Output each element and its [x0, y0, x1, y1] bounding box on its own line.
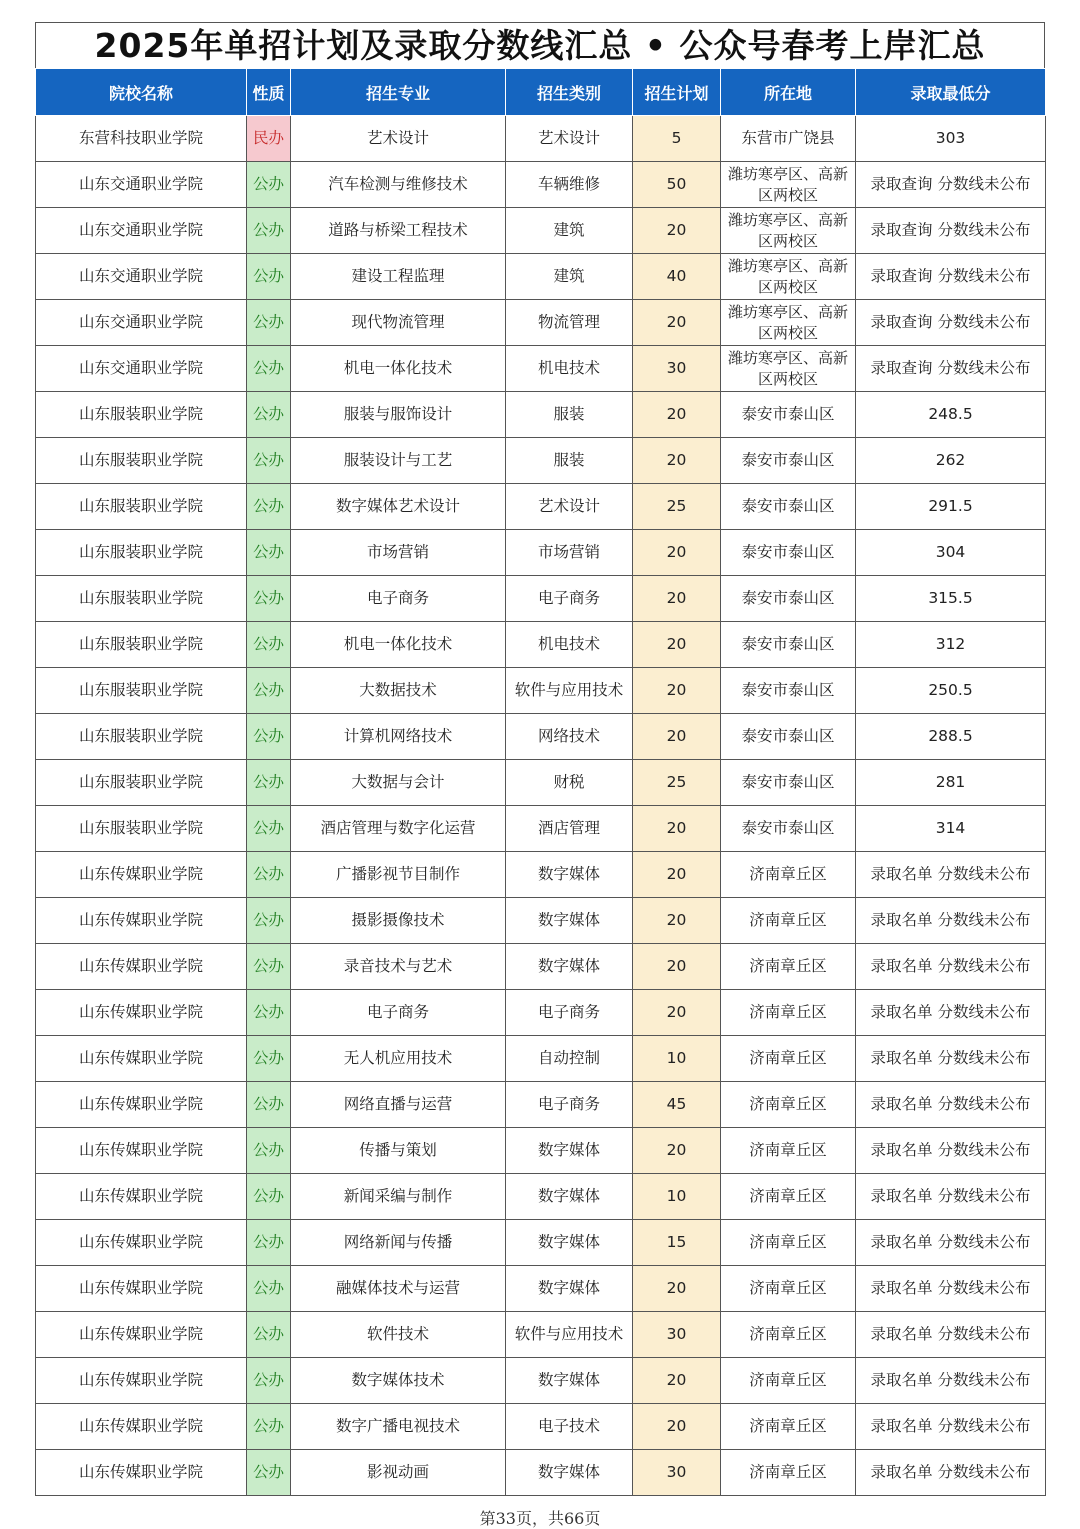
cell-location: 泰安市泰山区: [721, 484, 856, 530]
admission-table: [35, 68, 1046, 1496]
cell-min-score: 录取名单 分数线未公布: [856, 898, 1046, 944]
cell-nature: 公办: [247, 254, 291, 300]
cell-major: 大数据技术: [291, 668, 506, 714]
cell-min-score: 录取名单 分数线未公布: [856, 1266, 1046, 1312]
table-row: [36, 162, 1046, 208]
cell-school-name: 山东传媒职业学院: [36, 1128, 247, 1174]
cell-plan: 20: [633, 392, 721, 438]
cell-min-score: 304: [856, 530, 1046, 576]
cell-plan: 10: [633, 1036, 721, 1082]
cell-plan: 25: [633, 760, 721, 806]
cell-min-score: 315.5: [856, 576, 1046, 622]
cell-min-score: 314: [856, 806, 1046, 852]
table-row: [36, 208, 1046, 254]
cell-nature: 公办: [247, 1220, 291, 1266]
cell-nature: 公办: [247, 760, 291, 806]
cell-plan: 20: [633, 1266, 721, 1312]
cell-location: 济南章丘区: [721, 852, 856, 898]
cell-category: 物流管理: [506, 300, 633, 346]
cell-category: 数字媒体: [506, 1220, 633, 1266]
cell-plan: 20: [633, 1404, 721, 1450]
cell-min-score: 281: [856, 760, 1046, 806]
admission-sheet: [35, 22, 1045, 1496]
header-plan: 招生计划: [633, 69, 721, 116]
page-title: 2025年单招计划及录取分数线汇总 • 公众号春考上岸汇总: [35, 22, 1045, 68]
cell-location: 济南章丘区: [721, 1266, 856, 1312]
cell-nature: 公办: [247, 484, 291, 530]
cell-category: 酒店管理: [506, 806, 633, 852]
cell-major: 机电一体化技术: [291, 622, 506, 668]
cell-min-score: 录取名单 分数线未公布: [856, 1036, 1046, 1082]
cell-school-name: 山东服装职业学院: [36, 530, 247, 576]
cell-plan: 20: [633, 300, 721, 346]
cell-category: 机电技术: [506, 622, 633, 668]
table-row: [36, 806, 1046, 852]
table-row: [36, 760, 1046, 806]
table-row: [36, 1358, 1046, 1404]
cell-school-name: 山东传媒职业学院: [36, 1266, 247, 1312]
table-header-row: [36, 69, 1046, 116]
cell-min-score: 248.5: [856, 392, 1046, 438]
cell-major: 酒店管理与数字化运营: [291, 806, 506, 852]
cell-min-score: 291.5: [856, 484, 1046, 530]
cell-major: 道路与桥梁工程技术: [291, 208, 506, 254]
cell-nature: 公办: [247, 1128, 291, 1174]
cell-nature: 公办: [247, 208, 291, 254]
cell-min-score: 录取名单 分数线未公布: [856, 1358, 1046, 1404]
cell-school-name: 山东传媒职业学院: [36, 1358, 247, 1404]
cell-min-score: 录取名单 分数线未公布: [856, 852, 1046, 898]
cell-category: 机电技术: [506, 346, 633, 392]
cell-major: 融媒体技术与运营: [291, 1266, 506, 1312]
header-major: 招生专业: [291, 69, 506, 116]
cell-min-score: 303: [856, 116, 1046, 162]
cell-location: 济南章丘区: [721, 1082, 856, 1128]
table-row: [36, 1312, 1046, 1358]
cell-major: 摄影摄像技术: [291, 898, 506, 944]
cell-school-name: 山东传媒职业学院: [36, 1082, 247, 1128]
cell-location: 潍坊寒亭区、高新区两校区: [721, 300, 856, 346]
table-row: [36, 530, 1046, 576]
cell-min-score: 录取名单 分数线未公布: [856, 1450, 1046, 1496]
table-row: [36, 1128, 1046, 1174]
cell-major: 艺术设计: [291, 116, 506, 162]
table-row: [36, 1082, 1046, 1128]
cell-school-name: 山东交通职业学院: [36, 208, 247, 254]
cell-plan: 30: [633, 1312, 721, 1358]
cell-major: 数字媒体技术: [291, 1358, 506, 1404]
cell-nature: 公办: [247, 714, 291, 760]
cell-category: 软件与应用技术: [506, 668, 633, 714]
table-row: [36, 576, 1046, 622]
cell-location: 潍坊寒亭区、高新区两校区: [721, 254, 856, 300]
cell-location: 济南章丘区: [721, 990, 856, 1036]
table-row: [36, 622, 1046, 668]
cell-nature: 公办: [247, 530, 291, 576]
cell-min-score: 250.5: [856, 668, 1046, 714]
cell-school-name: 山东传媒职业学院: [36, 898, 247, 944]
cell-school-name: 山东传媒职业学院: [36, 1312, 247, 1358]
cell-category: 数字媒体: [506, 1174, 633, 1220]
cell-nature: 公办: [247, 898, 291, 944]
cell-major: 数字媒体艺术设计: [291, 484, 506, 530]
table-row: [36, 1404, 1046, 1450]
cell-location: 泰安市泰山区: [721, 668, 856, 714]
cell-category: 艺术设计: [506, 484, 633, 530]
cell-nature: 公办: [247, 392, 291, 438]
cell-nature: 公办: [247, 990, 291, 1036]
cell-school-name: 山东服装职业学院: [36, 484, 247, 530]
cell-location: 济南章丘区: [721, 1450, 856, 1496]
cell-min-score: 录取名单 分数线未公布: [856, 1174, 1046, 1220]
cell-school-name: 山东传媒职业学院: [36, 990, 247, 1036]
cell-category: 服装: [506, 392, 633, 438]
cell-category: 网络技术: [506, 714, 633, 760]
cell-location: 济南章丘区: [721, 1312, 856, 1358]
cell-location: 济南章丘区: [721, 1128, 856, 1174]
cell-min-score: 录取查询 分数线未公布: [856, 254, 1046, 300]
cell-school-name: 山东服装职业学院: [36, 806, 247, 852]
cell-category: 车辆维修: [506, 162, 633, 208]
cell-category: 数字媒体: [506, 1128, 633, 1174]
cell-major: 录音技术与艺术: [291, 944, 506, 990]
cell-category: 软件与应用技术: [506, 1312, 633, 1358]
cell-plan: 15: [633, 1220, 721, 1266]
cell-min-score: 312: [856, 622, 1046, 668]
cell-nature: 公办: [247, 1358, 291, 1404]
cell-location: 济南章丘区: [721, 1220, 856, 1266]
cell-location: 泰安市泰山区: [721, 622, 856, 668]
cell-major: 无人机应用技术: [291, 1036, 506, 1082]
table-row: [36, 346, 1046, 392]
cell-major: 服装设计与工艺: [291, 438, 506, 484]
cell-nature: 公办: [247, 622, 291, 668]
cell-plan: 20: [633, 714, 721, 760]
header-category: 招生类别: [506, 69, 633, 116]
cell-plan: 20: [633, 622, 721, 668]
cell-nature: 公办: [247, 1174, 291, 1220]
table-row: [36, 1220, 1046, 1266]
cell-plan: 30: [633, 1450, 721, 1496]
cell-location: 泰安市泰山区: [721, 392, 856, 438]
cell-category: 自动控制: [506, 1036, 633, 1082]
cell-plan: 20: [633, 1358, 721, 1404]
cell-min-score: 录取名单 分数线未公布: [856, 1404, 1046, 1450]
table-row: [36, 300, 1046, 346]
table-row: [36, 1266, 1046, 1312]
cell-nature: 公办: [247, 1404, 291, 1450]
cell-school-name: 山东服装职业学院: [36, 760, 247, 806]
cell-school-name: 山东交通职业学院: [36, 162, 247, 208]
cell-location: 泰安市泰山区: [721, 806, 856, 852]
cell-school-name: 山东服装职业学院: [36, 576, 247, 622]
cell-major: 电子商务: [291, 576, 506, 622]
cell-plan: 20: [633, 668, 721, 714]
cell-plan: 20: [633, 438, 721, 484]
cell-school-name: 山东交通职业学院: [36, 300, 247, 346]
cell-school-name: 山东服装职业学院: [36, 392, 247, 438]
cell-location: 东营市广饶县: [721, 116, 856, 162]
cell-school-name: 山东传媒职业学院: [36, 1174, 247, 1220]
cell-min-score: 录取名单 分数线未公布: [856, 944, 1046, 990]
cell-plan: 20: [633, 806, 721, 852]
cell-major: 机电一体化技术: [291, 346, 506, 392]
cell-school-name: 山东传媒职业学院: [36, 944, 247, 990]
cell-school-name: 山东服装职业学院: [36, 622, 247, 668]
cell-category: 市场营销: [506, 530, 633, 576]
cell-category: 电子技术: [506, 1404, 633, 1450]
cell-location: 济南章丘区: [721, 1174, 856, 1220]
cell-plan: 20: [633, 990, 721, 1036]
cell-category: 数字媒体: [506, 944, 633, 990]
cell-major: 汽车检测与维修技术: [291, 162, 506, 208]
cell-major: 广播影视节目制作: [291, 852, 506, 898]
cell-category: 数字媒体: [506, 1358, 633, 1404]
cell-school-name: 东营科技职业学院: [36, 116, 247, 162]
cell-major: 市场营销: [291, 530, 506, 576]
cell-nature: 公办: [247, 1082, 291, 1128]
cell-min-score: 录取查询 分数线未公布: [856, 162, 1046, 208]
cell-school-name: 山东传媒职业学院: [36, 1220, 247, 1266]
cell-plan: 20: [633, 944, 721, 990]
table-row: [36, 1036, 1046, 1082]
cell-school-name: 山东服装职业学院: [36, 438, 247, 484]
cell-category: 电子商务: [506, 576, 633, 622]
cell-major: 服装与服饰设计: [291, 392, 506, 438]
cell-plan: 25: [633, 484, 721, 530]
cell-min-score: 录取名单 分数线未公布: [856, 1220, 1046, 1266]
cell-category: 电子商务: [506, 1082, 633, 1128]
table-row: [36, 392, 1046, 438]
cell-category: 服装: [506, 438, 633, 484]
table-body: [36, 116, 1046, 1496]
cell-category: 财税: [506, 760, 633, 806]
cell-location: 泰安市泰山区: [721, 760, 856, 806]
cell-school-name: 山东交通职业学院: [36, 346, 247, 392]
cell-min-score: 288.5: [856, 714, 1046, 760]
cell-school-name: 山东传媒职业学院: [36, 1036, 247, 1082]
cell-min-score: 录取查询 分数线未公布: [856, 300, 1046, 346]
cell-location: 潍坊寒亭区、高新区两校区: [721, 208, 856, 254]
cell-nature: 民办: [247, 116, 291, 162]
cell-location: 潍坊寒亭区、高新区两校区: [721, 162, 856, 208]
cell-category: 建筑: [506, 254, 633, 300]
cell-plan: 50: [633, 162, 721, 208]
cell-nature: 公办: [247, 1312, 291, 1358]
cell-plan: 45: [633, 1082, 721, 1128]
cell-location: 泰安市泰山区: [721, 438, 856, 484]
cell-location: 济南章丘区: [721, 1036, 856, 1082]
cell-location: 济南章丘区: [721, 1358, 856, 1404]
cell-min-score: 262: [856, 438, 1046, 484]
table-row: [36, 438, 1046, 484]
header-location: 所在地: [721, 69, 856, 116]
cell-nature: 公办: [247, 1266, 291, 1312]
cell-min-score: 录取名单 分数线未公布: [856, 1082, 1046, 1128]
cell-nature: 公办: [247, 1036, 291, 1082]
cell-major: 现代物流管理: [291, 300, 506, 346]
cell-category: 电子商务: [506, 990, 633, 1036]
cell-nature: 公办: [247, 1450, 291, 1496]
cell-school-name: 山东传媒职业学院: [36, 1404, 247, 1450]
table-row: [36, 714, 1046, 760]
cell-location: 济南章丘区: [721, 898, 856, 944]
cell-category: 艺术设计: [506, 116, 633, 162]
cell-min-score: 录取名单 分数线未公布: [856, 1128, 1046, 1174]
cell-major: 软件技术: [291, 1312, 506, 1358]
table-row: [36, 944, 1046, 990]
header-nature: 性质: [247, 69, 291, 116]
table-row: [36, 990, 1046, 1036]
cell-plan: 10: [633, 1174, 721, 1220]
cell-major: 建设工程监理: [291, 254, 506, 300]
cell-nature: 公办: [247, 346, 291, 392]
cell-major: 大数据与会计: [291, 760, 506, 806]
cell-min-score: 录取名单 分数线未公布: [856, 1312, 1046, 1358]
cell-major: 传播与策划: [291, 1128, 506, 1174]
cell-nature: 公办: [247, 300, 291, 346]
cell-nature: 公办: [247, 852, 291, 898]
header-min-score: 录取最低分: [856, 69, 1046, 116]
cell-plan: 20: [633, 1128, 721, 1174]
cell-plan: 20: [633, 576, 721, 622]
cell-nature: 公办: [247, 438, 291, 484]
cell-major: 网络新闻与传播: [291, 1220, 506, 1266]
page-footer: 第33页，共66页: [479, 1509, 601, 1528]
cell-plan: 5: [633, 116, 721, 162]
table-row: [36, 852, 1046, 898]
cell-school-name: 山东服装职业学院: [36, 714, 247, 760]
table-row: [36, 898, 1046, 944]
cell-plan: 30: [633, 346, 721, 392]
cell-plan: 20: [633, 208, 721, 254]
cell-nature: 公办: [247, 668, 291, 714]
cell-major: 新闻采编与制作: [291, 1174, 506, 1220]
table-row: [36, 254, 1046, 300]
cell-school-name: 山东服装职业学院: [36, 668, 247, 714]
cell-nature: 公办: [247, 576, 291, 622]
cell-category: 数字媒体: [506, 1450, 633, 1496]
cell-school-name: 山东传媒职业学院: [36, 852, 247, 898]
cell-category: 建筑: [506, 208, 633, 254]
table-row: [36, 484, 1046, 530]
cell-location: 潍坊寒亭区、高新区两校区: [721, 346, 856, 392]
table-row: [36, 116, 1046, 162]
cell-category: 数字媒体: [506, 898, 633, 944]
cell-major: 计算机网络技术: [291, 714, 506, 760]
cell-location: 济南章丘区: [721, 944, 856, 990]
cell-nature: 公办: [247, 162, 291, 208]
cell-nature: 公办: [247, 806, 291, 852]
cell-location: 泰安市泰山区: [721, 530, 856, 576]
cell-location: 泰安市泰山区: [721, 714, 856, 760]
cell-plan: 20: [633, 852, 721, 898]
cell-category: 数字媒体: [506, 1266, 633, 1312]
cell-plan: 40: [633, 254, 721, 300]
cell-major: 电子商务: [291, 990, 506, 1036]
cell-nature: 公办: [247, 944, 291, 990]
cell-min-score: 录取名单 分数线未公布: [856, 990, 1046, 1036]
table-row: [36, 668, 1046, 714]
cell-plan: 20: [633, 898, 721, 944]
cell-location: 泰安市泰山区: [721, 576, 856, 622]
cell-location: 济南章丘区: [721, 1404, 856, 1450]
cell-min-score: 录取查询 分数线未公布: [856, 208, 1046, 254]
cell-plan: 20: [633, 530, 721, 576]
table-row: [36, 1450, 1046, 1496]
cell-major: 网络直播与运营: [291, 1082, 506, 1128]
cell-major: 数字广播电视技术: [291, 1404, 506, 1450]
cell-category: 数字媒体: [506, 852, 633, 898]
cell-major: 影视动画: [291, 1450, 506, 1496]
cell-min-score: 录取查询 分数线未公布: [856, 346, 1046, 392]
table-row: [36, 1174, 1046, 1220]
cell-school-name: 山东传媒职业学院: [36, 1450, 247, 1496]
header-school: 院校名称: [36, 69, 247, 116]
cell-school-name: 山东交通职业学院: [36, 254, 247, 300]
